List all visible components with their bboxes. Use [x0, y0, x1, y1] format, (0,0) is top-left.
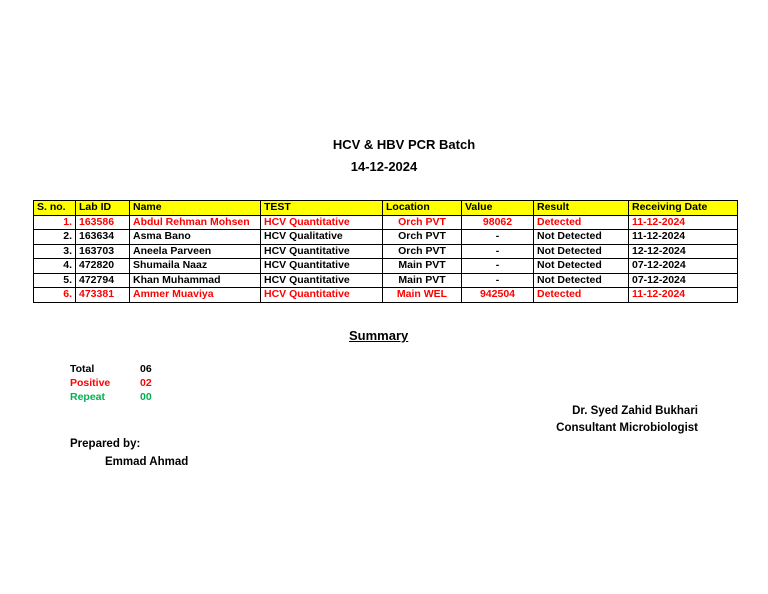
- prepared-by-label: Prepared by:: [70, 438, 141, 450]
- date-cell: 11-12-2024: [629, 288, 738, 303]
- location-cell: Orch PVT: [383, 244, 462, 259]
- value-cell: 942504: [462, 288, 534, 303]
- column-header: Location: [383, 201, 462, 216]
- batch-table: [33, 200, 738, 303]
- location-cell: Main PVT: [383, 273, 462, 288]
- lab-id-cell: 472794: [76, 273, 130, 288]
- serial-cell: 1.: [34, 215, 76, 230]
- date-cell: 07-12-2024: [629, 259, 738, 274]
- column-header: Value: [462, 201, 534, 216]
- table-row: [34, 273, 738, 288]
- column-header: Result: [534, 201, 629, 216]
- lab-id-cell: 163634: [76, 230, 130, 245]
- column-header: S. no.: [34, 201, 76, 216]
- serial-cell: 3.: [34, 244, 76, 259]
- result-cell: Not Detected: [534, 230, 629, 245]
- date-cell: 07-12-2024: [629, 273, 738, 288]
- serial-cell: 4.: [34, 259, 76, 274]
- result-cell: Not Detected: [534, 259, 629, 274]
- test-cell: HCV Quantitative: [261, 215, 383, 230]
- test-cell: HCV Quantitative: [261, 288, 383, 303]
- location-cell: Main PVT: [383, 259, 462, 274]
- summary-heading: Summary: [349, 328, 409, 343]
- table-header-row: [34, 201, 738, 216]
- name-cell: Shumaila Naaz: [130, 259, 261, 274]
- name-cell: Aneela Parveen: [130, 244, 261, 259]
- serial-cell: 5.: [34, 273, 76, 288]
- result-cell: Detected: [534, 288, 629, 303]
- summary-value: 02: [140, 377, 152, 389]
- result-cell: Not Detected: [534, 244, 629, 259]
- test-cell: HCV Quantitative: [261, 273, 383, 288]
- name-cell: Abdul Rehman Mohsen: [130, 215, 261, 230]
- test-cell: HCV Quantitative: [261, 244, 383, 259]
- date-cell: 12-12-2024: [629, 244, 738, 259]
- signatory-role: Consultant Microbiologist: [556, 422, 698, 434]
- summary-value: 06: [140, 363, 152, 375]
- lab-id-cell: 163703: [76, 244, 130, 259]
- column-header: TEST: [261, 201, 383, 216]
- column-header: Lab ID: [76, 201, 130, 216]
- lab-id-cell: 472820: [76, 259, 130, 274]
- location-cell: Main WEL: [383, 288, 462, 303]
- summary-label: Repeat: [70, 391, 106, 403]
- summary-label: Total: [70, 363, 95, 375]
- test-cell: HCV Quantitative: [261, 259, 383, 274]
- batch-date: 14-12-2024: [350, 159, 418, 174]
- location-cell: Orch PVT: [383, 215, 462, 230]
- table-row: [34, 244, 738, 259]
- table-row: [34, 215, 738, 230]
- column-header: Receiving Date: [629, 201, 738, 216]
- name-cell: Ammer Muaviya: [130, 288, 261, 303]
- summary-label: Positive: [70, 377, 111, 389]
- table-row: [34, 288, 738, 303]
- serial-cell: 2.: [34, 230, 76, 245]
- date-cell: 11-12-2024: [629, 215, 738, 230]
- result-cell: Detected: [534, 215, 629, 230]
- value-cell: -: [462, 230, 534, 245]
- table-row: [34, 230, 738, 245]
- serial-cell: 6.: [34, 288, 76, 303]
- summary-value: 00: [140, 391, 152, 403]
- value-cell: -: [462, 259, 534, 274]
- name-cell: Asma Bano: [130, 230, 261, 245]
- value-cell: 98062: [462, 215, 534, 230]
- lab-id-cell: 163586: [76, 215, 130, 230]
- test-cell: HCV Qualitative: [261, 230, 383, 245]
- location-cell: Orch PVT: [383, 230, 462, 245]
- name-cell: Khan Muhammad: [130, 273, 261, 288]
- signatory-name: Dr. Syed Zahid Bukhari: [572, 405, 698, 417]
- prepared-by-name: Emmad Ahmad: [105, 456, 189, 468]
- date-cell: 11-12-2024: [629, 230, 738, 245]
- lab-id-cell: 473381: [76, 288, 130, 303]
- result-cell: Not Detected: [534, 273, 629, 288]
- table-row: [34, 259, 738, 274]
- column-header: Name: [130, 201, 261, 216]
- value-cell: -: [462, 244, 534, 259]
- page-title: HCV & HBV PCR Batch: [332, 137, 476, 152]
- value-cell: -: [462, 273, 534, 288]
